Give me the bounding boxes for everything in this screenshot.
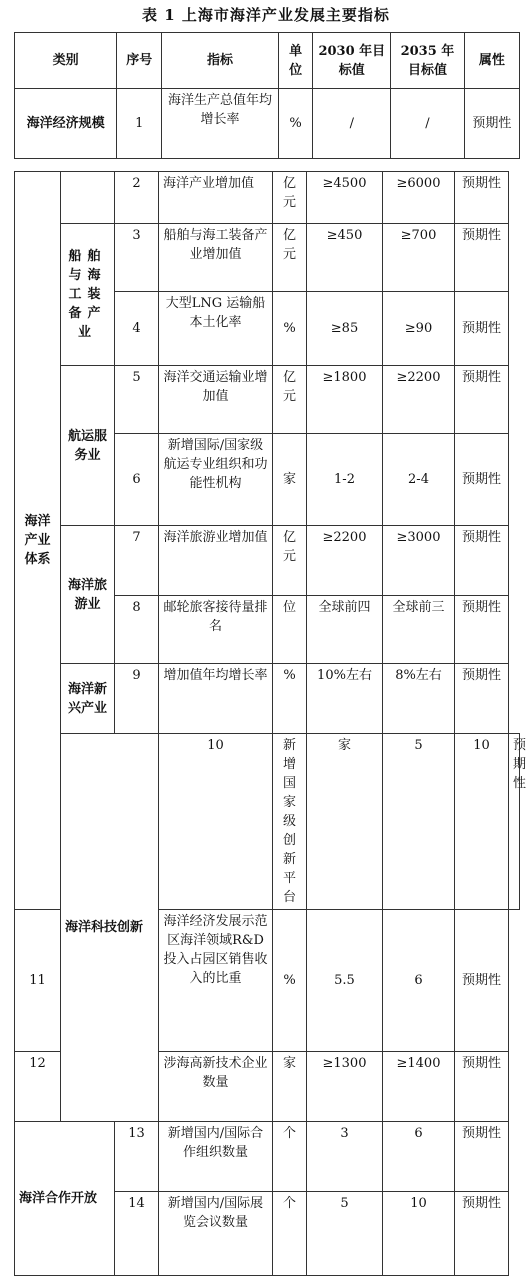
unit-cell: 亿元	[273, 224, 307, 292]
header-indicator: 指标	[162, 33, 279, 89]
target-2030-cell: 3	[307, 1122, 383, 1192]
target-2035-cell: ≥6000	[383, 172, 455, 224]
indicator-cell: 新增国内/国际合作组织数量	[159, 1122, 273, 1192]
header-row	[15, 33, 520, 89]
header-category: 类别	[15, 33, 117, 89]
table-row	[15, 664, 520, 734]
attr-cell: 预期性	[455, 664, 509, 734]
subcategory-empty	[61, 172, 115, 224]
unit-cell: %	[273, 910, 307, 1052]
target-2030-cell: ≥4500	[307, 172, 383, 224]
target-2035-cell: 10	[455, 734, 509, 910]
header-seq: 序号	[117, 33, 162, 89]
attr-cell: 预期性	[455, 172, 509, 224]
target-2030-cell: ≥1800	[307, 366, 383, 434]
target-2030-cell: 1-2	[307, 434, 383, 526]
subcategory-ship: 船舶与海工装备产业	[61, 224, 115, 366]
target-2030-cell: ≥450	[307, 224, 383, 292]
attr-cell: 预期性	[455, 596, 509, 664]
seq-cell: 1	[117, 89, 162, 159]
target-2030-cell: 5	[307, 1192, 383, 1276]
category-tech: 海洋科技创新	[61, 734, 159, 1122]
table-row	[15, 172, 520, 224]
indicator-cell: 海洋交通运输业增加值	[159, 366, 273, 434]
unit-cell: %	[273, 292, 307, 366]
indicator-cell: 新增国家级创新平台	[273, 734, 307, 910]
unit-cell: 个	[273, 1122, 307, 1192]
attr-cell: 预期性	[509, 734, 520, 910]
indicator-cell: 新增国内/国际展览会议数量	[159, 1192, 273, 1276]
attr-cell: 预期性	[455, 1052, 509, 1122]
header-attr: 属性	[464, 33, 519, 89]
indicator-cell: 海洋经济发展示范区海洋领域R&D 投入占园区销售收入的比重	[159, 910, 273, 1052]
header-target-2035: 2035 年目标值	[391, 33, 465, 89]
target-2035-cell: ≥2200	[383, 366, 455, 434]
attr-cell: 预期性	[455, 910, 509, 1052]
seq-cell: 5	[115, 366, 159, 434]
seq-cell: 13	[115, 1122, 159, 1192]
unit-cell: 家	[273, 1052, 307, 1122]
target-2035-cell: ≥1400	[383, 1052, 455, 1122]
target-2035-cell: ≥700	[383, 224, 455, 292]
target-2035-cell: 6	[383, 1122, 455, 1192]
target-2035-cell: 2-4	[383, 434, 455, 526]
indicator-cell: 邮轮旅客接待量排名	[159, 596, 273, 664]
attr-cell: 预期性	[455, 526, 509, 596]
seq-cell: 11	[15, 910, 61, 1052]
attr-cell: 预期性	[455, 292, 509, 366]
header-target-2030: 2030 年目标值	[313, 33, 391, 89]
seq-cell: 6	[115, 434, 159, 526]
indicator-cell: 海洋产业增加值	[159, 172, 273, 224]
target-2035-cell: ≥90	[383, 292, 455, 366]
indicator-table-header	[14, 32, 520, 159]
attr-cell: 预期性	[455, 1122, 509, 1192]
subcategory-shipping: 航运服务业	[61, 366, 115, 526]
table-row	[15, 1122, 520, 1192]
target-2030-cell: 5	[383, 734, 455, 910]
seq-cell: 8	[115, 596, 159, 664]
target-2030-cell: /	[313, 89, 391, 159]
target-2035-cell: 10	[383, 1192, 455, 1276]
indicator-cell: 增加值年均增长率	[159, 664, 273, 734]
indicator-cell: 船舶与海工装备产业增加值	[159, 224, 273, 292]
target-2030-cell: ≥85	[307, 292, 383, 366]
category-scale: 海洋经济规模	[15, 89, 117, 159]
target-2035-cell: 6	[383, 910, 455, 1052]
unit-cell: 家	[307, 734, 383, 910]
target-2035-cell: 8%左右	[383, 664, 455, 734]
category-system: 海洋产业体系	[15, 172, 61, 910]
attr-cell: 预期性	[455, 224, 509, 292]
subcategory-emerging: 海洋新兴产业	[61, 664, 115, 734]
category-coop: 海洋合作开放	[15, 1122, 115, 1276]
seq-cell: 4	[115, 292, 159, 366]
indicator-table-body	[14, 171, 527, 1276]
table-row	[15, 734, 520, 910]
subcategory-tourism: 海洋旅游业	[61, 526, 115, 664]
attr-cell: 预期性	[455, 434, 509, 526]
seq-cell: 7	[115, 526, 159, 596]
seq-cell: 12	[15, 1052, 61, 1122]
unit-cell: %	[273, 664, 307, 734]
unit-cell: %	[278, 89, 313, 159]
indicator-cell: 海洋生产总值年均增长率	[162, 89, 279, 159]
target-2035-cell: 全球前三	[383, 596, 455, 664]
unit-cell: 亿元	[273, 366, 307, 434]
attr-cell: 预期性	[464, 89, 519, 159]
unit-cell: 亿元	[273, 526, 307, 596]
table-row	[15, 366, 520, 434]
seq-cell: 14	[115, 1192, 159, 1276]
target-2030-cell: 全球前四	[307, 596, 383, 664]
attr-cell: 预期性	[455, 1192, 509, 1276]
indicator-cell: 新增国际/国家级航运专业组织和功能性机构	[159, 434, 273, 526]
target-2035-cell: /	[391, 89, 465, 159]
table-row	[15, 89, 520, 159]
seq-cell: 10	[159, 734, 273, 910]
table-row	[15, 526, 520, 596]
header-unit: 单位	[278, 33, 313, 89]
table-row	[15, 224, 520, 292]
indicator-cell: 涉海高新技术企业数量	[159, 1052, 273, 1122]
target-2035-cell: ≥3000	[383, 526, 455, 596]
seq-cell: 3	[115, 224, 159, 292]
table-title: 表 1 上海市海洋产业发展主要指标	[142, 6, 390, 24]
unit-cell: 个	[273, 1192, 307, 1276]
unit-cell: 亿元	[273, 172, 307, 224]
target-2030-cell: 5.5	[307, 910, 383, 1052]
indicator-cell: 海洋旅游业增加值	[159, 526, 273, 596]
unit-cell: 位	[273, 596, 307, 664]
seq-cell: 2	[115, 172, 159, 224]
indicator-cell: 大型LNG 运输船本土化率	[159, 292, 273, 366]
unit-cell: 家	[273, 434, 307, 526]
target-2030-cell: 10%左右	[307, 664, 383, 734]
target-2030-cell: ≥2200	[307, 526, 383, 596]
attr-cell: 预期性	[455, 366, 509, 434]
seq-cell: 9	[115, 664, 159, 734]
target-2030-cell: ≥1300	[307, 1052, 383, 1122]
